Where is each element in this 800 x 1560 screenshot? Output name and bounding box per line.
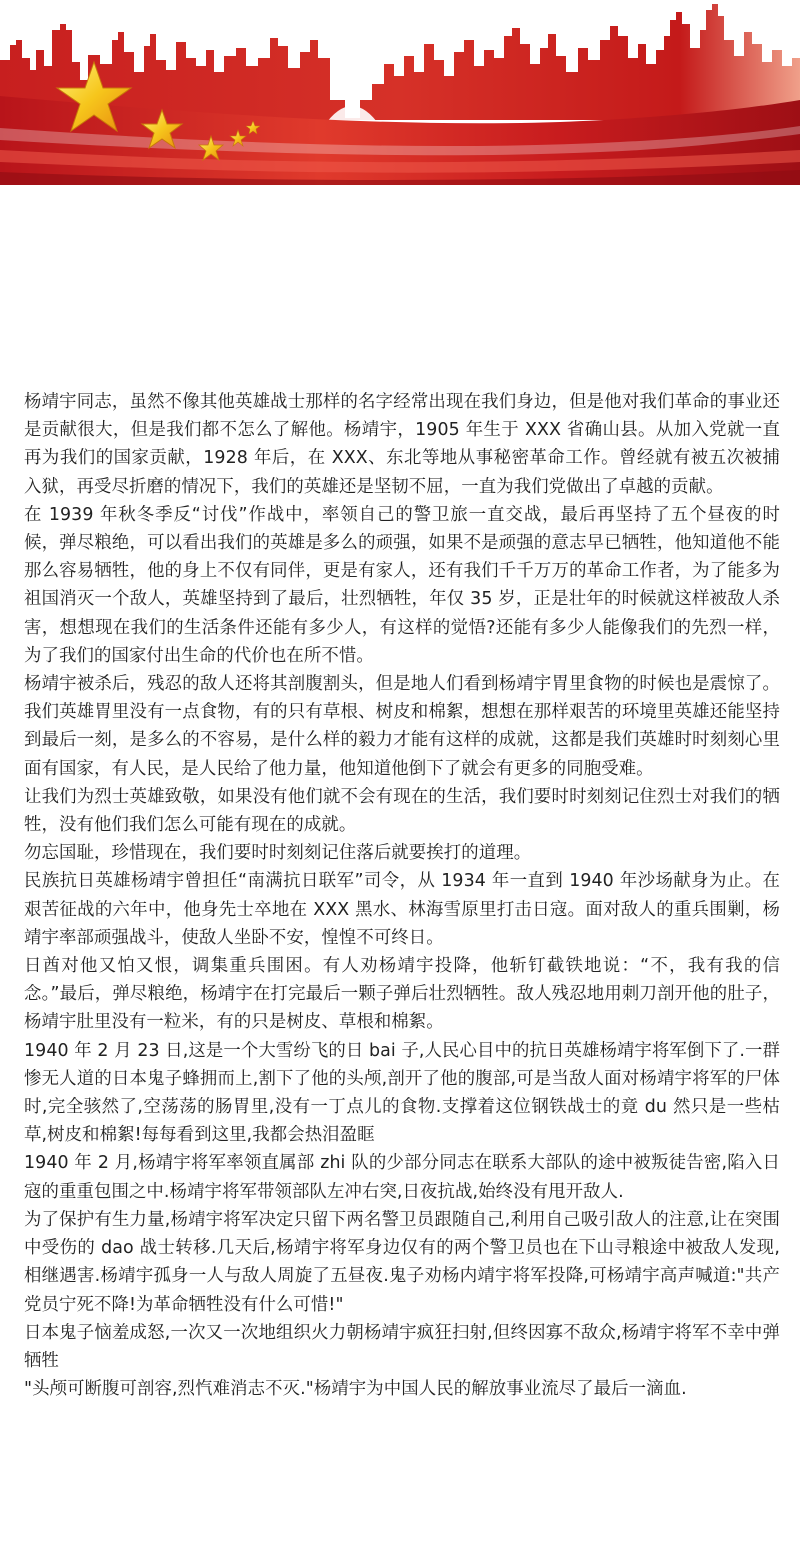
article-paragraph: 1940 年 2 月,杨靖宇将军率领直属部 zhi 队的少部分同志在联系大部队的途中被叛徒告密,陷入日寇的重重包围之中.杨靖宇将军带领部队左冲右突,日夜抗战,始终没有甩开敌人. xyxy=(24,1153,780,1202)
skyline-banner-graphic xyxy=(0,0,800,185)
article-paragraph: 杨靖宇被杀后，残忍的敌人还将其剖腹割头，但是地人们看到杨靖宇胃里食物的时候也是震惊了。我们英雄胃里没有一点食物，有的只有草根、树皮和棉絮，想想在那样艰苦的环境里英雄还能坚持到最后一刻，是多么的不容易，是什么样的毅力才能有这样的成就，这都是我们英雄时时刻刻心里面有国家，有人民，是人民给了他力量，他知道他倒下了就会有更多的同胞受难。 xyxy=(24,674,780,779)
article-paragraph: 让我们为烈士英雄致敬，如果没有他们就不会有现在的生活，我们要时时刻刻记住烈士对我们的牺牲，没有他们我们怎么可能有现在的成就。 xyxy=(24,786,780,836)
article-paragraph: 1940 年 2 月 23 日,这是一个大雪纷飞的日 bai 子,人民心目中的抗日英雄杨靖宇将军倒下了.一群惨无人道的日本鬼子蜂拥而上,割下了他的头颅,剖开了他的腹部,可是当敌人面对杨靖宇将军的尸体时,完全骇然了,空荡荡的肠胃里,没有一丁点儿的食物.支撑着这位钢铁战士的竟 du 然只是一些枯草,树皮和棉絮!每每看到这里,我都会热泪盈眶 xyxy=(24,1040,780,1146)
article-paragraph: 杨靖宇同志，虽然不像其他英雄战士那样的名字经常出现在我们身边，但是他对我们革命的事业还是贡献很大，但是我们都不怎么了解他。杨靖宇，1905 年生于 XXX 省确山县。从加入党就一直再为我们的国家贡献，1928 年后，在 XXX、东北等地从事秘密革命工作。曾经就有被五次被捕入狱，再受尽折磨的情况下，我们的英雄还是坚韧不屈，一直为我们党做出了卓越的贡献。 xyxy=(24,392,780,497)
article-paragraph: "头颅可断腹可剖容,烈忾难消志不灭."杨靖宇为中国人民的解放事业流尽了最后一滴血. xyxy=(24,1379,687,1400)
header-banner xyxy=(0,0,800,185)
article-paragraph: 日本鬼子恼羞成怒,一次又一次地组织火力朝杨靖宇疯狂扫射,但终因寡不敌众,杨靖宇将军不幸中弹牺牲 xyxy=(24,1322,780,1371)
article-paragraph: 为了保护有生力量,杨靖宇将军决定只留下两名警卫员跟随自己,利用自己吸引敌人的注意,让在突围中受伤的 dao 战士转移.几天后,杨靖宇将军身边仅有的两个警卫员也在下山寻粮途中被敌人发现,相继遇害.杨靖宇孤身一人与敌人周旋了五昼夜.鬼子劝杨内靖宇将军投降,可杨靖宇高声喊道:"共产党员宁死不降!为革命牺牲没有什么可惜!" xyxy=(24,1209,780,1315)
article-body xyxy=(24,388,780,1403)
article-paragraph: 勿忘国耻，珍惜现在，我们要时时刻刻记住落后就要挨打的道理。 xyxy=(24,843,532,864)
article-paragraph: 民族抗日英雄杨靖宇曾担任“南满抗日联军”司令，从 1934 年一直到 1940 年沙场献身为止。在艰苦征战的六年中，他身先士卒地在 XXX 黑水、林海雪原里打击日寇。面对敌人的重兵围剿，杨靖宇率部顽强战斗，使敌人坐卧不安，惶惶不可终日。 xyxy=(24,871,780,948)
article-paragraph: 日酋对他又怕又恨，调集重兵围困。有人劝杨靖宇投降，他斩钉截铁地说：“不，我有我的信念。”最后，弹尽粮绝，杨靖宇在打完最后一颗子弹后壮烈牺牲。敌人残忍地用刺刀剖开他的肚子，杨靖宇肚里没有一粒米，有的只是树皮、草根和棉絮。 xyxy=(24,956,780,1033)
article-paragraph: 在 1939 年秋冬季反“讨伐”作战中，率领自己的警卫旅一直交战，最后再坚持了五个昼夜的时候，弹尽粮绝，可以看出我们的英雄是多么的顽强，如果不是顽强的意志早已牺牲，他知道他不能那么容易牺牲，他的身上不仅有同伴，更是有家人，还有我们千千万万的革命工作者，为了能多为祖国消灭一个敌人，英雄坚持到了最后，壮烈牺牲，年仅 35 岁，正是壮年的时候就这样被敌人杀害，想想现在我们的生活条件还能有多少人，有这样的觉悟?还能有多少人能像我们的先烈一样，为了我们的国家付出生命的代价也在所不惜。 xyxy=(24,504,780,666)
